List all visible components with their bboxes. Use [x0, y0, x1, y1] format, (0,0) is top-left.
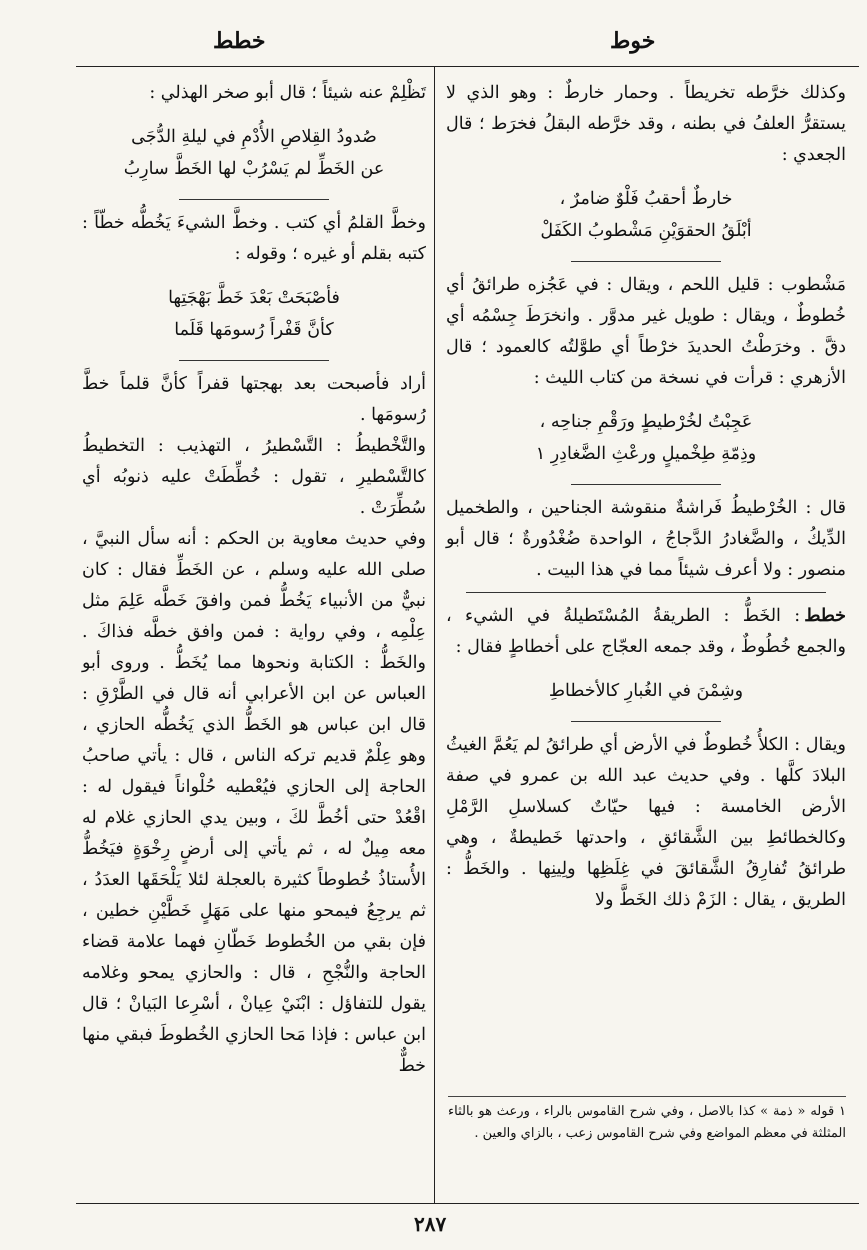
column-divider [434, 66, 435, 1203]
separator [571, 261, 721, 262]
verse-line: عن الخَطِّ لم يَسْرُبْ لها الخَطَّ سارِبُ [123, 159, 385, 179]
verse-block [82, 121, 426, 185]
bottom-rule [76, 1203, 859, 1204]
right-column [446, 78, 846, 916]
footnote: ١ قوله « ذمة » كذا بالاصل ، وفي شرح القاموس بالراء ، ورعث هو بالثاء المثلثة في معظم المواضع وفي شرح القاموس زعب ، بالزاي والعين . [448, 1096, 846, 1145]
verse-block [446, 406, 846, 470]
verse-line: كأنَّ قَفْراً رُسومَها قَلَما [174, 320, 334, 340]
separator [571, 484, 721, 485]
verse-line: صُدودُ القِلاصِ الأُدْمِ في ليلةِ الدُّجَى [131, 127, 377, 147]
paragraph: تَظْلِمْ عنه شيئاً ؛ قال أبو صخر الهذلي : [149, 83, 426, 103]
verse-line: أبْلَقُ الحقوَيْنِ مَشْطوبُ الكَفَلْ [540, 221, 752, 241]
verse-line: فأصْبَحَتْ بَعْدَ خَطَّ بَهْجَتِها [168, 288, 340, 308]
paragraph: وخطَّ القلمُ أي كتب . وخطَّ الشيءَ يَخُطُّه خطّاً : كتبه بقلم أو غيره ؛ وقوله : [82, 213, 426, 264]
verse-line: وذِمّةِ طِخْميلٍ ورعْثِ الضَّغادِرِ ١ [535, 444, 757, 464]
entry-paragraph [446, 601, 846, 663]
verse-line: عَجِبْتُ لخُرْطيطٍ ورَقْمِ جناحِه ، [539, 412, 753, 432]
verse-block [446, 183, 846, 247]
left-column [82, 78, 426, 1082]
verse-block [82, 282, 426, 346]
header-word-right: خوط [610, 28, 656, 54]
verse-line: وشِمْنَ في الغُبارِ كالأخطاطِ [548, 681, 744, 701]
header-word-left: خطط [213, 28, 266, 54]
verse-block [446, 675, 846, 707]
paragraph: ويقال : الكلأُ خُطوطٌ في الأرض أي طرائقُ لم يَعُمَّ الغيثُ البلادَ كلَّها . وفي حديث عبد الله بن عمرو في صفة الأرض الخامسة : فيها حيّاتٌ كسلاسلِ الرَّمْلِ وكالخطائطِ بين الشَّقائقِ ، واحدتها خَطيطةٌ ، وهي طرائقُ تُفارِقُ الشَّقائقَ في غِلَظِها ولِينِها . والخَطُّ : الطريق ، يقال : الزَمْ ذلك الخَطَّ ولا [446, 735, 846, 910]
paragraph: قال : الخُرْطيطُ فَراشةٌ منقوشة الجناحين ، والطخميل الدِّيكُ ، والضَّغادرُ الدَّجاجُ ، الواحدة ضُغْدُورةٌ ؛ قال أبو منصور : ولا أعرف شيئاً مما في هذا البيت . [446, 498, 846, 580]
page-number: ٢٨٧ [414, 1212, 447, 1236]
separator [466, 592, 826, 593]
paragraph: أراد فأصبحت بعد بهجتها قفراً كأنَّ قلماً خطَّ رُسومَها . [82, 374, 426, 425]
entry-headword: خطط [804, 606, 846, 626]
paragraph: والتَّخْطيطُ : التَّسْطيرُ ، التهذيب : التخطيطُ كالتَّسْطيرِ ، تقول : خُطِّطَتْ عليه ذنوبُه أي سُطِّرَتْ . [82, 436, 426, 518]
paragraph: وكذلك خرَّطه تخريطاً . وحمار خارطٌ : وهو الذي لا يستقرُّ العلفُ في بطنه ، وقد خرَّطه البقلُ فخرَط ؛ قال الجعدي : [446, 83, 846, 165]
separator [179, 360, 329, 361]
paragraph: وفي حديث معاوية بن الحكم : أنه سأل النبيَّ ، صلى الله عليه وسلم ، عن الخَطِّ فقال : كان نبيٌّ من الأنبياء يَخُطُّ فمن وافقَ خَطَّه عَلِمَ مثل عِلْمِه ، وفي رواية : فمن وافق خطَّه فذاكَ . والخَطُّ : الكتابة ونحوها مما يُخَطُّ . وروى أبو العباس عن ابن الأعرابي أنه قال في الطَّرْقِ : قال ابن عباس هو الخَطُّ الذي يَخُطُّه الحازي ، وهو عِلْمٌ قديم تركه الناس ، قال : يأتي صاحبُ الحاجة إلى الحازي فيُعْطيه حُلْواناً فيقول له : اقْعُدْ حتى أخُطَّ لكَ ، وبين يدي الحازي غلام له معه مِيلٌ له ، ثم يأتي إلى أرضٍ رِخْوَةٍ فيَخُطُّ الأُستاذُ خُطوطاً كثيرة بالعجلة لئلا يَلْحَقَها العدَدُ ، ثم يرجِعُ فيمحو منها على مَهَلٍ خَطَّيْنِ خطين ، فإن بقي من الخُطوط خَطّانِ فهما علامة قضاء الحاجة والنُّجْحِ ، قال : والحازي يمحو وغلامه يقول للتفاؤل : ابْنَيْ عِيانْ ، أسْرِعا البَيانْ ؛ قال ابن عباس : فإذا مَحا الحازي الخُطوطَ فبقي منها خطٌّ [82, 529, 426, 1076]
separator [179, 199, 329, 200]
verse-line: خارطٌ أحقبُ فَلْوٌ ضامرٌ ، [559, 189, 733, 209]
separator [571, 721, 721, 722]
top-rule [76, 66, 859, 67]
paragraph: مَشْطوب : قليل اللحم ، ويقال : في عَجُزه طرائقُ أي خُطوطٌ ، ويقال : طويل غير مدوَّر . وانخرَطَ جِسْمُه أي دقَّ . وخرَطْتُ الحديدَ خرْطاً أي طوَّلتُه كالعمود ؛ قال الأزهري : قرأت في نسخة من كتاب الليث : [446, 275, 846, 388]
entry-text: : الخَطُّ : الطريقةُ المُسْتَطيلةُ في الشيء ، والجمع خُطُوطٌ ، وقد جمعه العجّاج على أخطاطٍ فقال : [446, 606, 846, 657]
